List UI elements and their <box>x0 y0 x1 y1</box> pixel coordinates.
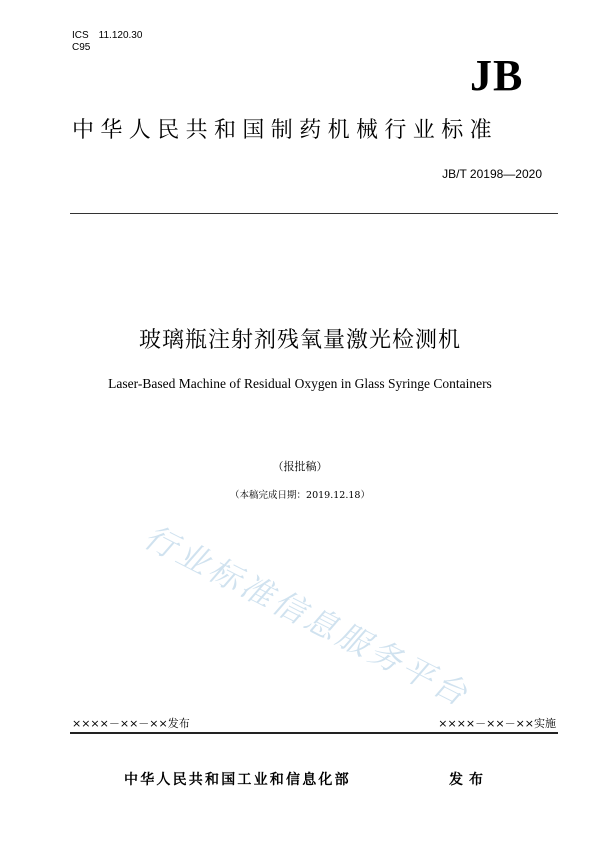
document-title-english: Laser-Based Machine of Residual Oxygen in Glass Syringe Containers <box>108 376 492 391</box>
jb-logo: JB <box>470 51 524 100</box>
draft-status: （报批稿） <box>272 460 328 473</box>
organization-title: 中华人民共和国制药机械行业标准 <box>72 118 499 143</box>
publish-date: ××××－××－××发布 <box>72 717 190 730</box>
issuing-authority: 中华人民共和国工业和信息化部 <box>124 772 351 788</box>
ccs-code: C95 <box>72 42 91 53</box>
classification-codes <box>72 30 142 54</box>
completion-date: （本稿完成日期：2019.12.18） <box>230 490 370 501</box>
document-title-chinese: 玻璃瓶注射剂残氧量激光检测机 <box>138 328 461 353</box>
bottom-divider <box>70 732 558 734</box>
implement-date: ××××－××－××实施 <box>438 717 556 730</box>
issue-label: 发布 <box>449 772 489 788</box>
standard-number: JB/T 20198—2020 <box>442 167 542 181</box>
top-divider <box>70 213 558 214</box>
ics-code: ICS 11.120.30 <box>72 30 143 41</box>
watermark: 行业标准信息服务平台 <box>138 517 477 715</box>
